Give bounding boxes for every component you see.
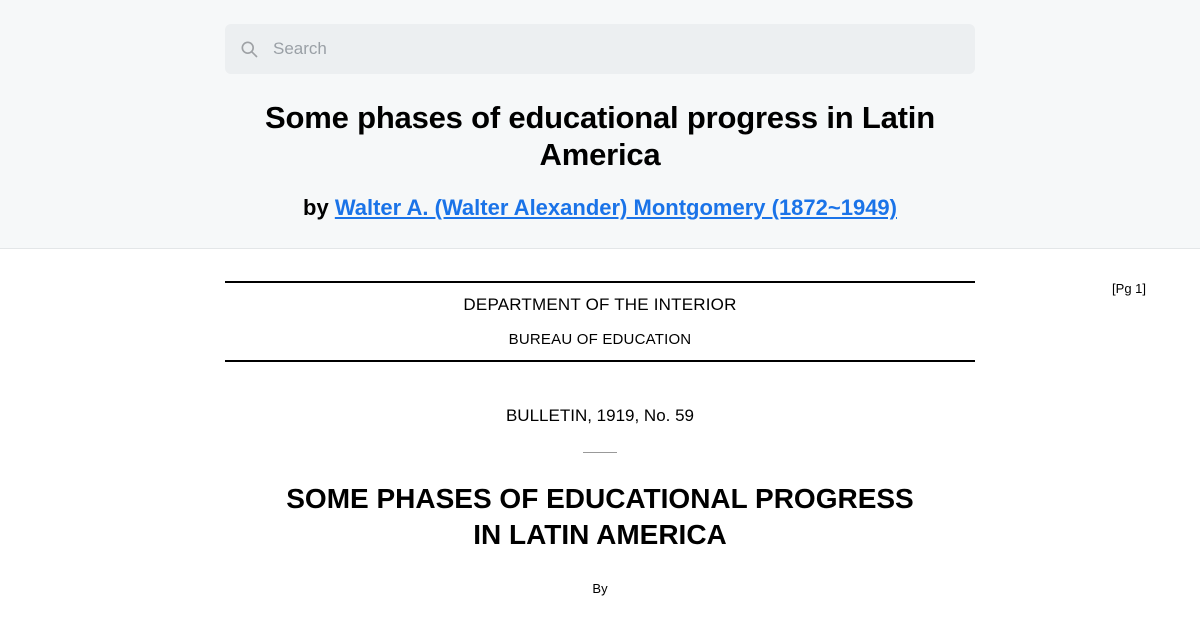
divider-rule: [583, 452, 617, 453]
document-body: [0, 249, 1200, 596]
search-icon: [239, 39, 259, 59]
author-link[interactable]: Walter A. (Walter Alexander) Montgomery (1872~1949): [334, 195, 897, 221]
department-name: DEPARTMENT OF THE INTERIOR: [463, 295, 737, 314]
page-header: [0, 0, 1200, 249]
main-title-line-2: IN LATIN AMERICA: [473, 518, 727, 550]
document-main-title: [0, 481, 1200, 553]
bulletin-number: BULLETIN, 1919, No. 59: [505, 406, 695, 425]
search-input[interactable]: [271, 23, 961, 75]
main-title-line-1: SOME PHASES OF EDUCATIONAL PROGRESS: [286, 483, 914, 514]
page-title: Some phases of educational progress in Latin America: [265, 100, 935, 172]
bureau-name: BUREAU OF EDUCATION: [508, 331, 692, 348]
department-block: [225, 281, 975, 362]
search-container: [225, 24, 975, 74]
author-prefix: By: [592, 580, 608, 596]
page-marker: [Pg 1]: [1112, 281, 1146, 296]
byline-label: by: [303, 195, 329, 221]
byline: [0, 195, 1200, 221]
search-box[interactable]: [225, 24, 975, 74]
